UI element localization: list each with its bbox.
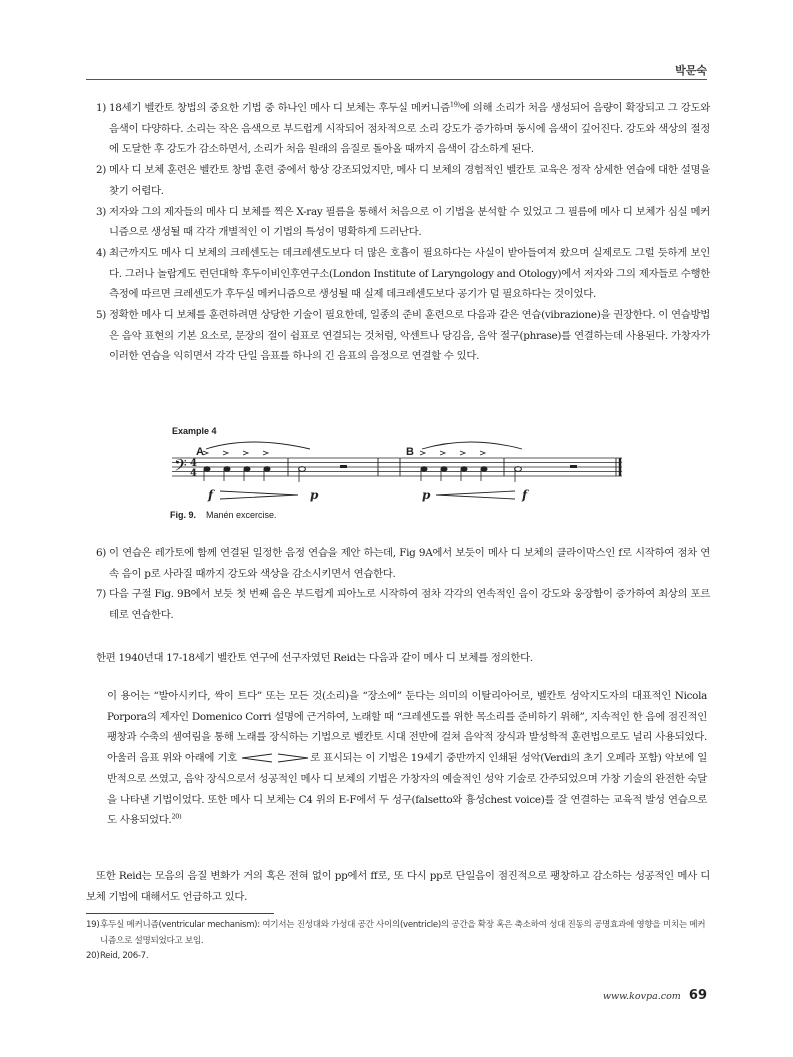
section-mark-b: B bbox=[406, 446, 414, 458]
list-number: 3) bbox=[96, 205, 107, 218]
list-text: 메사 디 보체 훈련은 벨칸토 창법 훈련 중에서 항상 강조되었지만, 메사 디 보체의 경험적인 벨칸토 교육은 정작 상세한 연습에 대한 설명을 찾기 어렵다. bbox=[109, 164, 710, 197]
footnote-number: 20) bbox=[86, 951, 100, 961]
bass-clef-icon: 𝄢 bbox=[174, 455, 187, 479]
figure-caption-text: Manén excercise. bbox=[206, 510, 277, 520]
decrescendo-hairpin bbox=[220, 491, 298, 499]
block-quote bbox=[107, 686, 707, 831]
footnotes bbox=[86, 918, 710, 965]
slur-b bbox=[422, 442, 522, 449]
footnote-19 bbox=[86, 918, 710, 949]
footer-website[interactable]: www.kovpa.com bbox=[602, 991, 681, 1002]
time-signature-top: 4 bbox=[190, 458, 197, 469]
quote-text: 이 용어는 “발아시키다, 싹이 트다” 또는 모든 것(소리)을 “장소에” 둔다는 의미의 이탈리아어로, 벨칸토 성악지도자의 대표적인 Nicola Porpora의 제자인 Domenico Corri 설명에 근거하여, 노래할 때 “크레센도를 위한 목소리를 준비하기 위해”, 지속적인 한 음에 점진적인 팽창과 수축의 셈여림을 통해 노래를 장식하는 기법으로 벨칸토 시대 전반에 걸쳐 음악적 장식과 발성학적 훈련법으로도 널리 사용되었다. 아울러 음표 위와 아래에 기호 bbox=[107, 690, 707, 765]
measure-b1-notes bbox=[421, 467, 487, 481]
header-rule bbox=[86, 79, 707, 80]
page-number: 69 bbox=[688, 988, 707, 1003]
dynamic-f: f bbox=[208, 488, 214, 502]
half-rest-b bbox=[570, 465, 577, 468]
list-text: 정확한 메사 디 보체를 훈련하려면 상당한 기술이 필요한데, 일종의 준비 훈련으로 다음과 같은 연습(vibrazione)을 권장한다. 이 연습방법은 음악 표현의 기본 요소로, 문장의 절이 쉼표로 연결되는 것처럼, 악센트나 당김음, 음악 절구(phrase)를 연결하는데 사용된다. 가창자가 이러한 연습을 익히면서 각각 단일 음표를 하나의 긴 음표의 음정으로 연결할 수 있다. bbox=[109, 309, 710, 363]
list-number: 5) bbox=[96, 309, 107, 322]
slur-a bbox=[206, 442, 310, 449]
section-mark-a: A bbox=[196, 446, 204, 458]
list-item-6 bbox=[96, 543, 710, 584]
messa-di-voce-hairpin-icon bbox=[240, 753, 310, 763]
measure-a1-notes bbox=[204, 467, 270, 481]
footnote-rule bbox=[86, 913, 274, 914]
list-item-5 bbox=[96, 305, 710, 367]
list-number: 6) bbox=[96, 547, 107, 559]
accent-marks bbox=[203, 451, 485, 455]
footnote-ref-20[interactable]: 20) bbox=[171, 812, 182, 821]
dynamic-p: p bbox=[310, 488, 319, 502]
staff-lines bbox=[172, 458, 622, 476]
list-item-7 bbox=[96, 584, 710, 625]
list-number: 7) bbox=[96, 588, 107, 601]
figure-music-example bbox=[170, 425, 630, 525]
list-item-1 bbox=[96, 98, 710, 160]
list-item-3 bbox=[96, 202, 710, 243]
list-number: 1) bbox=[96, 102, 107, 114]
list-text-cont: 에 의해 소리가 처음 생성되어 음량이 확장되고 그 강도와 음색이 다양하다. 소리는 작은 음색으로 부드럽게 시작되어 점차적으로 소리 강도가 증가하며 동시에 음색이 깊어진다. 강도와 색상의 절정에 도달한 후 강도가 감소하면서, 소리가 처음 원래의 음질로 돌아올 때까지 음색이 감소하게 된다. bbox=[109, 102, 710, 156]
list-text: 이 연습은 레가토에 함께 연결된 일정한 음정 연습을 제안 하는데, Fig 9A에서 보듯이 메사 디 보체의 클라이막스인 f로 시작하여 점차 연속 음이 p로 사라질 때까지 강도와 색상을 감소시키면서 연습한다. bbox=[109, 547, 710, 580]
footnote-20 bbox=[86, 949, 710, 965]
example-label: Example 4 bbox=[172, 426, 217, 436]
numbered-list-1 bbox=[96, 98, 710, 367]
list-item-4 bbox=[96, 243, 710, 305]
half-note-b bbox=[515, 467, 522, 482]
list-text: 18세기 벨칸토 창법의 중요한 기법 중 하나인 메사 디 보체는 후두실 메커니즘 bbox=[109, 102, 450, 114]
time-signature-bottom: 4 bbox=[190, 468, 197, 479]
crescendo-hairpin bbox=[436, 491, 515, 499]
dynamic-p: p bbox=[422, 488, 431, 502]
half-rest-a bbox=[340, 465, 347, 468]
footnote-text: 후두실 메커니즘(ventricular mechanism): 여기서는 진성대와 가성대 공간 사이의(ventricle)의 공간을 확장 혹은 축소하여 성대 진동의 공명효과에 영향을 미치는 메커니즘으로 설명되었다고 보임. bbox=[100, 920, 706, 946]
footnote-text: Reid, 206-7. bbox=[100, 951, 149, 961]
page-footer bbox=[603, 984, 707, 1003]
list-number: 2) bbox=[96, 164, 107, 177]
list-text: 저자와 그의 제자들의 메사 디 보체를 찍은 X-ray 필름을 통해서 처음으로 이 기법을 분석할 수 있었고 그 필름에 메사 디 보체가 심실 메커니즘으로 생성될 때 각각 개별적인 이 기법의 특성이 명확하게 드러난다. bbox=[109, 205, 710, 239]
body-paragraph: 또한 Reid는 모음의 음질 변화가 거의 혹은 전혀 없이 pp에서 ff로, 또 다시 pp로 단일음이 점진적으로 팽창하고 감소하는 성공적인 메사 디 보체 기법에 대해서도 언급하고 있다. bbox=[86, 870, 710, 903]
music-score-image bbox=[170, 425, 630, 525]
dynamic-f: f bbox=[522, 488, 528, 502]
list-text: 다음 구절 Fig. 9B에서 보듯 첫 번째 음은 부드럽게 피아노로 시작하여 점차 각각의 연속적인 음이 강도와 웅장함이 증가하여 최상의 포르테로 연습한다. bbox=[109, 588, 710, 622]
half-note-a bbox=[299, 467, 306, 482]
figure-caption-label: Fig. 9. bbox=[170, 510, 197, 520]
running-header-author: 박문숙 bbox=[675, 64, 707, 77]
footnote-ref-19[interactable]: 19) bbox=[449, 100, 460, 109]
quote-text-cont: 로 표시되는 이 기법은 19세기 중반까지 인쇄된 성악(Verdi의 초기 오페라 포함) 악보에 일반적으로 쓰였고, 음악 장식으로서 성공적인 메사 디 보체의 기법은 가창자의 예술적인 성악 기술로 간주되었으며 가창 기술의 완전한 숙달을 나타낸 기법이었다. 또한 메사 디 보체는 C4 위의 E-F에서 두 성구(falsetto와 흉성chest voice)를 잘 연결하는 교육적 발성 연습으로도 사용되었다. bbox=[107, 752, 707, 827]
footnote-number: 19) bbox=[86, 920, 100, 930]
list-text: 최근까지도 메사 디 보체의 크레센도는 데크레센도보다 더 많은 호흡이 필요하다는 사실이 받아들여져 왔으며 실제로도 그럴 듯하게 보인다. 그러나 놀랍게도 런던대학 후두이비인후연구소(London Institute of Laryngology and Otology)에서 저자와 그의 제자들로 수행한 측정에 따르면 크레센도가 후두실 메커니즘으로 생성될 때 실제 데크레센도보다 공기가 덜 필요하다는 것이었다. bbox=[109, 246, 710, 301]
list-number: 4) bbox=[96, 246, 107, 259]
numbered-list-2 bbox=[96, 543, 710, 626]
list-item-2 bbox=[96, 160, 710, 201]
body-paragraph: 한편 1940년대 17-18세기 벨칸토 연구에 선구자였던 Reid는 다음과 같이 메사 디 보체를 정의한다. bbox=[96, 652, 533, 664]
